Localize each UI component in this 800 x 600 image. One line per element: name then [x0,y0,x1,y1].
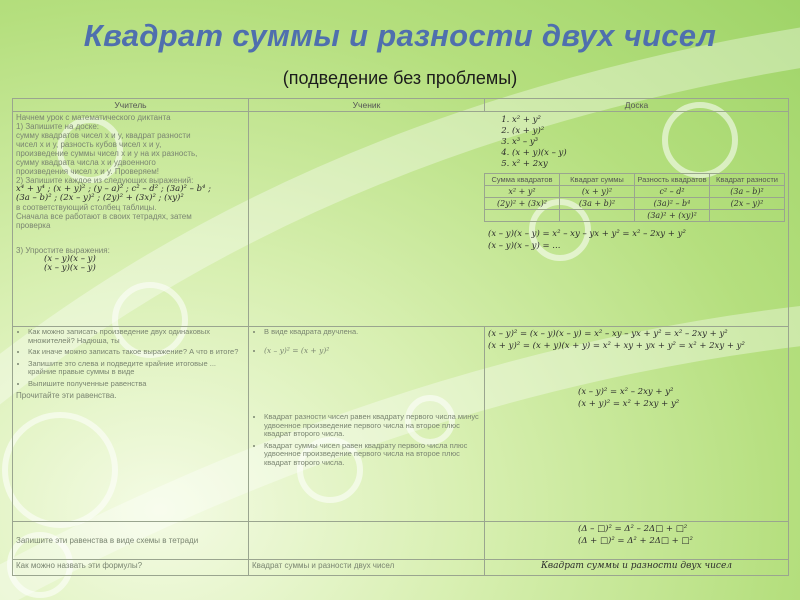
teacher-line: чисел x и y, разность кубов чисел x и y, [16,140,162,149]
header-board: Доска [485,99,789,112]
list-item: • Запишите это слева и подведите крайние итоговые ... крайние правые суммы в виде [28,360,245,377]
student-cell: Квадрат суммы и разности двух чисел [249,560,485,576]
teacher-line: Сначала все работают в своих тетрадях, затем [16,212,192,221]
list-item: • Выпишите полученные равенства [28,380,245,389]
table-row-naming [13,560,789,576]
board-scheme: (Δ – □)² = Δ² – 2Δ□ + □² [578,524,688,534]
teacher-cell: Запишите эти равенства в виде схемы в тетради [13,522,249,560]
header-student: Ученик [249,99,485,112]
table-row-scheme [13,522,789,560]
classification-table [484,173,785,222]
teacher-line: 1) Запишите на доске: [16,122,100,131]
board-cell [485,327,789,522]
inner-cell: (3a – b)² [710,186,785,198]
student-rules [252,413,481,467]
list-item: • Квадрат разности чисел равен квадрату первого числа минус удвоенное произведение первого числа на второе плюс квадрат второго числа. [264,413,481,439]
header-teacher: Учитель [13,99,249,112]
teacher-line: в соответствующий столбец таблицы. [16,203,157,212]
teacher-task-expr: (x – y)(x – y) [44,254,96,264]
inner-cell: (3a)² + (xy)² [635,210,710,222]
teacher-expressions: x⁴ + y⁴ ; (x + y)² ; (y – a)² ; c² – d² ; (3a)² – b⁴ ; [16,184,211,194]
list-item: • Как иначе можно записать такое выражение? А что в итоге? [28,348,245,357]
inner-header: Разность квадратов [635,174,710,186]
inner-cell: (x + y)² [560,186,635,198]
page-subtitle: (подведение без проблемы) [282,68,518,88]
list-item: • В виде квадрата двучлена. [264,328,481,337]
lesson-table [12,98,789,576]
teacher-expressions: (3a – b)² ; (2x – y)² ; (2y)² + (3x)² ; (xy)² [16,193,184,203]
board-cell [485,522,789,560]
teacher-task: 3) Упростите выражения: [16,246,110,255]
list-item: • (x – y)² = (x + y)² [264,347,481,356]
board-simplify: (x – y)(x – y) = ... [488,241,561,251]
board-result: (x + y)² = x² + 2xy + y² [578,399,680,409]
inner-header: Квадрат разности [710,174,785,186]
inner-cell: (2x – y)² [710,198,785,210]
inner-cell: x² + y² [485,186,560,198]
board-result: (x – y)² = x² – 2xy + y² [578,387,674,397]
list-item: • Квадрат суммы чисел равен квадрату первого числа плюс удвоенное произведение первого числа на второе плюс квадрат второго числа. [264,442,481,468]
board-cell [249,112,789,327]
list-item: • Как можно записать произведение двух одинаковых множителей? Надюша, ты [28,328,245,345]
list-item: 3. x³ – y³ [512,137,785,148]
board-derivation: (x + y)² = (x + y)(x + y) = x² + xy + yx + y² = x² + 2xy + y² [488,341,745,351]
teacher-line: Начнем урок с математического диктанта [16,113,171,122]
inner-cell [485,210,560,222]
table-header-row [13,99,789,112]
inner-cell: (3a + b)² [560,198,635,210]
page-title: Квадрат суммы и разности двух чисел [83,18,717,53]
teacher-line: проверка [16,221,51,230]
inner-header: Сумма квадратов [485,174,560,186]
inner-cell: (3a)² – b⁴ [635,198,710,210]
teacher-questions [16,328,245,388]
list-item: 1. x² + y² [512,115,785,126]
list-item: 4. (x + y)(x – y) [512,148,785,159]
table-row [485,198,785,210]
teacher-task-expr: (x – y)(x – y) [44,263,96,273]
teacher-cell [13,327,249,522]
teacher-line: сумму квадратов чисел x и y, квадрат разности [16,131,191,140]
teacher-line: произведения чисел x и y. Проверяем! [16,167,159,176]
table-row [485,174,785,186]
board-simplify: (x – y)(x – y) = x² – xy – yx + y² = x² – 2xy + y² [488,229,686,239]
table-row-dictation [13,112,789,327]
inner-cell [560,210,635,222]
teacher-cell [13,112,249,327]
board-cell: Квадрат суммы и разности двух чисел [485,560,789,576]
table-row-derivation [13,327,789,522]
student-cell [249,522,485,560]
board-scheme: (Δ + □)² = Δ² + 2Δ□ + □² [578,536,693,546]
table-row [485,210,785,222]
inner-header: Квадрат суммы [560,174,635,186]
list-item: 5. x² + 2xy [512,159,785,170]
teacher-note: Прочитайте эти равенства. [16,391,117,400]
list-item: 2. (x + y)² [512,126,785,137]
inner-cell: (2y)² + (3x)² [485,198,560,210]
student-answers [252,328,481,355]
student-cell [249,327,485,522]
teacher-line: сумму квадрата числа x и удвоенного [16,158,156,167]
teacher-line: 2) Запишите каждое из следующих выражений: [16,176,194,185]
board-derivation: (x – y)² = (x – y)(x – y) = x² – xy – yx + y² = x² – 2xy + y² [488,329,728,339]
inner-cell: c² – d² [635,186,710,198]
teacher-cell: Как можно назвать эти формулы? [13,560,249,576]
inner-cell [710,210,785,222]
board-list [512,115,785,170]
teacher-line: произведение суммы чисел x и y на их разность, [16,149,198,158]
table-row [485,186,785,198]
